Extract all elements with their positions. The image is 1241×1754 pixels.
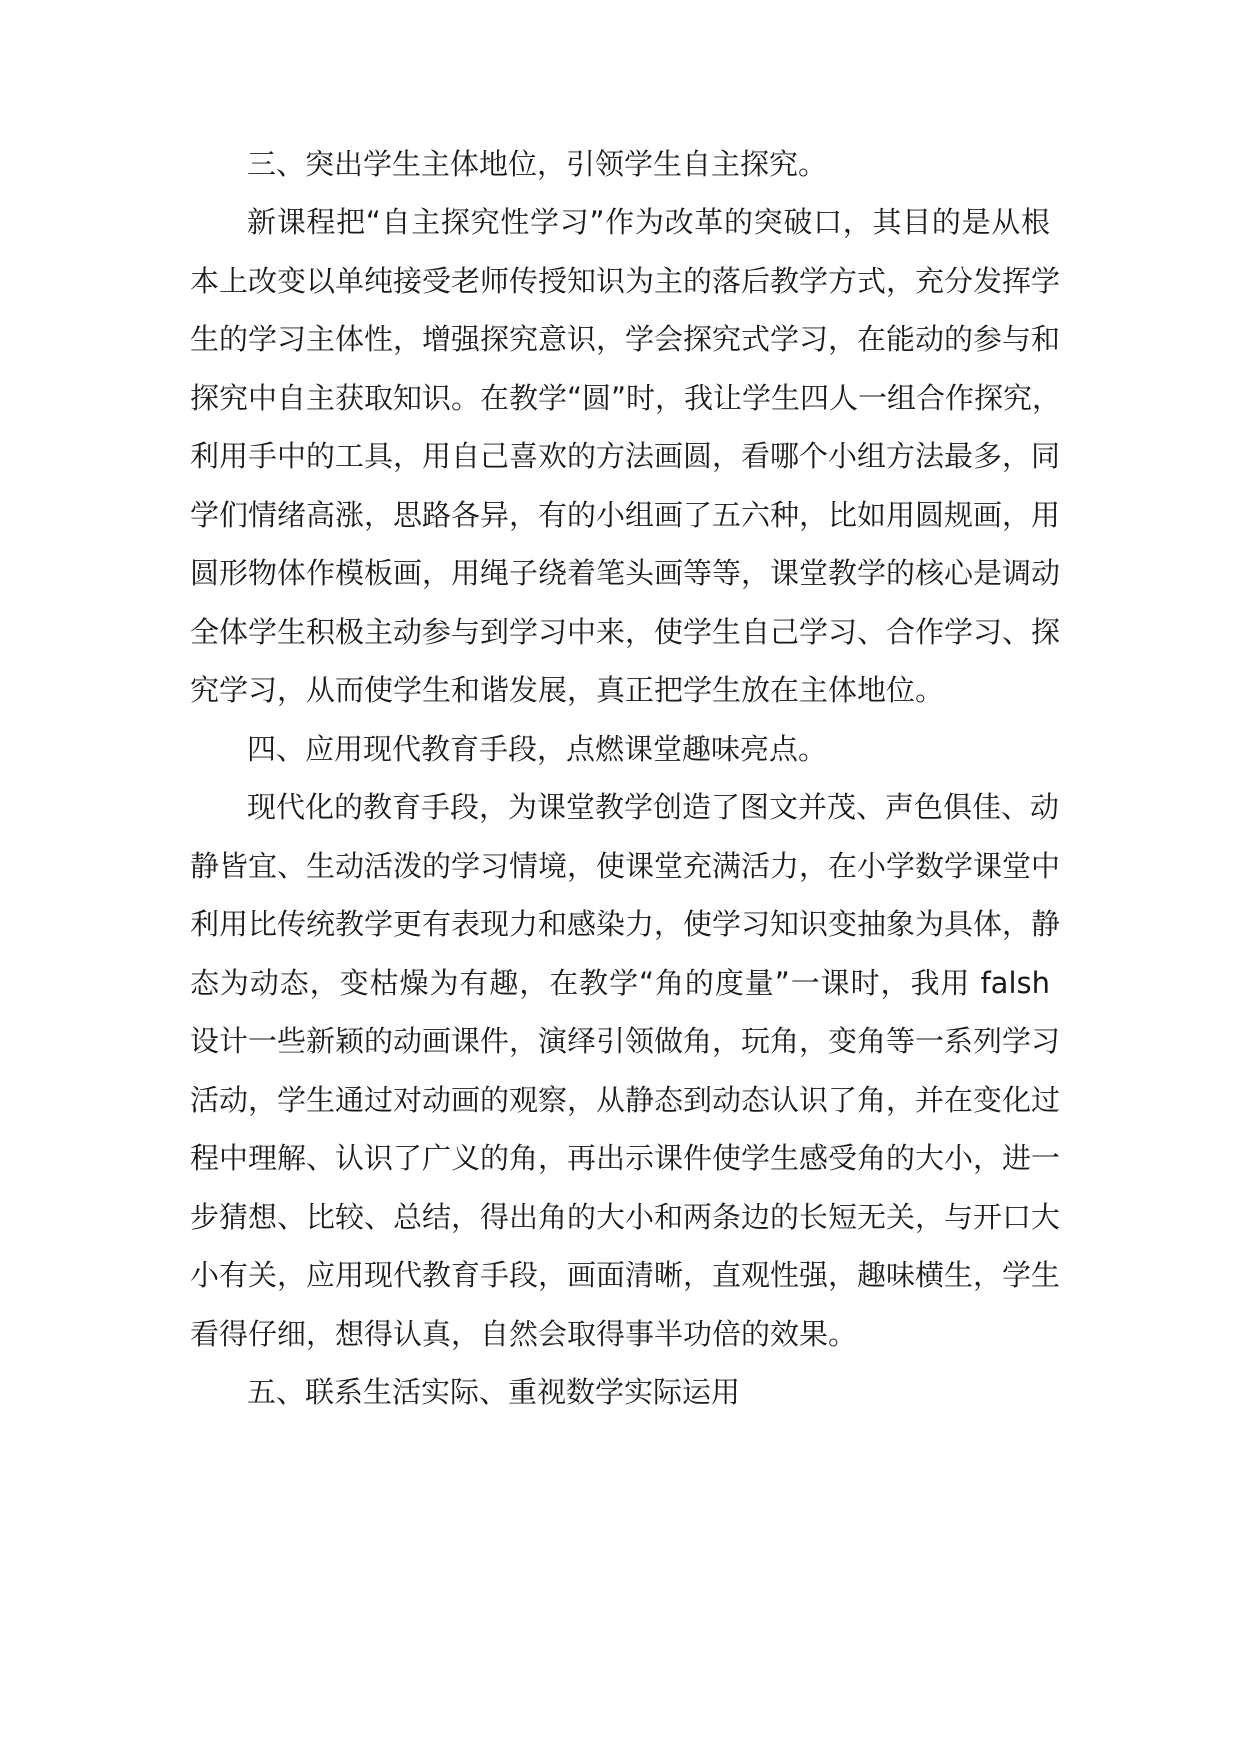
section-3-paragraph-line: 圆形物体作模板画，用绳子绕着笔头画等等，课堂教学的核心是调动 <box>190 556 1061 590</box>
section-3-paragraph-line: 生的学习主体性，增强探究意识，学会探究式学习，在能动的参与和 <box>190 322 1061 356</box>
section-3-paragraph-line: 利用手中的工具，用自己喜欢的方法画圆，看哪个小组方法最多，同 <box>190 439 1061 473</box>
section-3-paragraph-line: 全体学生积极主动参与到学习中来，使学生自己学习、合作学习、探 <box>190 615 1061 649</box>
section-4-paragraph-line: 程中理解、认识了广义的角，再出示课件使学生感受角的大小，进一 <box>190 1141 1061 1175</box>
section-5-heading: 五、联系生活实际、重视数学实际运用 <box>247 1375 741 1409</box>
section-4-paragraph-line: 设计一些新颖的动画课件，演绎引领做角，玩角，变角等一系列学习 <box>190 1024 1061 1058</box>
section-4-paragraph-line: 活动，学生通过对动画的观察，从静态到动态认识了角，并在变化过 <box>190 1083 1061 1117</box>
section-4-paragraph-line: 态为动态，变枯燥为有趣，在教学“角的度量”一课时，我用 falsh <box>190 966 1050 1000</box>
section-3-paragraph-line: 新课程把“自主探究性学习”作为改革的突破口，其目的是从根 <box>247 205 1050 239</box>
section-3-paragraph-line: 探究中自主获取知识。在教学“圆”时，我让学生四人一组合作探究， <box>190 381 1062 415</box>
section-4-paragraph-line: 利用比传统教学更有表现力和感染力，使学习知识变抽象为具体，静 <box>190 907 1061 941</box>
section-4-paragraph-line: 步猜想、比较、总结，得出角的大小和两条边的长短无关，与开口大 <box>190 1200 1061 1234</box>
section-3-heading: 三、突出学生主体地位，引领学生自主探究。 <box>247 147 828 181</box>
section-4-paragraph-line: 现代化的教育手段，为课堂教学创造了图文并茂、声色俱佳、动 <box>247 790 1060 824</box>
section-4-paragraph-line: 小有关，应用现代教育手段，画面清晰，直观性强，趣味横生，学生 <box>190 1258 1061 1292</box>
section-4-paragraph-line: 看得仔细，想得认真，自然会取得事半功倍的效果。 <box>190 1317 858 1351</box>
section-4-paragraph-line: 静皆宜、生动活泼的学习情境，使课堂充满活力，在小学数学课堂中 <box>190 849 1061 883</box>
section-3-paragraph-line: 究学习，从而使学生和谐发展，真正把学生放在主体地位。 <box>190 673 945 707</box>
section-4-heading: 四、应用现代教育手段，点燃课堂趣味亮点。 <box>247 732 828 766</box>
section-3-paragraph-line: 学们情绪高涨，思路各异，有的小组画了五六种，比如用圆规画，用 <box>190 498 1061 532</box>
section-3-paragraph-line: 本上改变以单纯接受老师传授知识为主的落后教学方式，充分发挥学 <box>190 264 1061 298</box>
